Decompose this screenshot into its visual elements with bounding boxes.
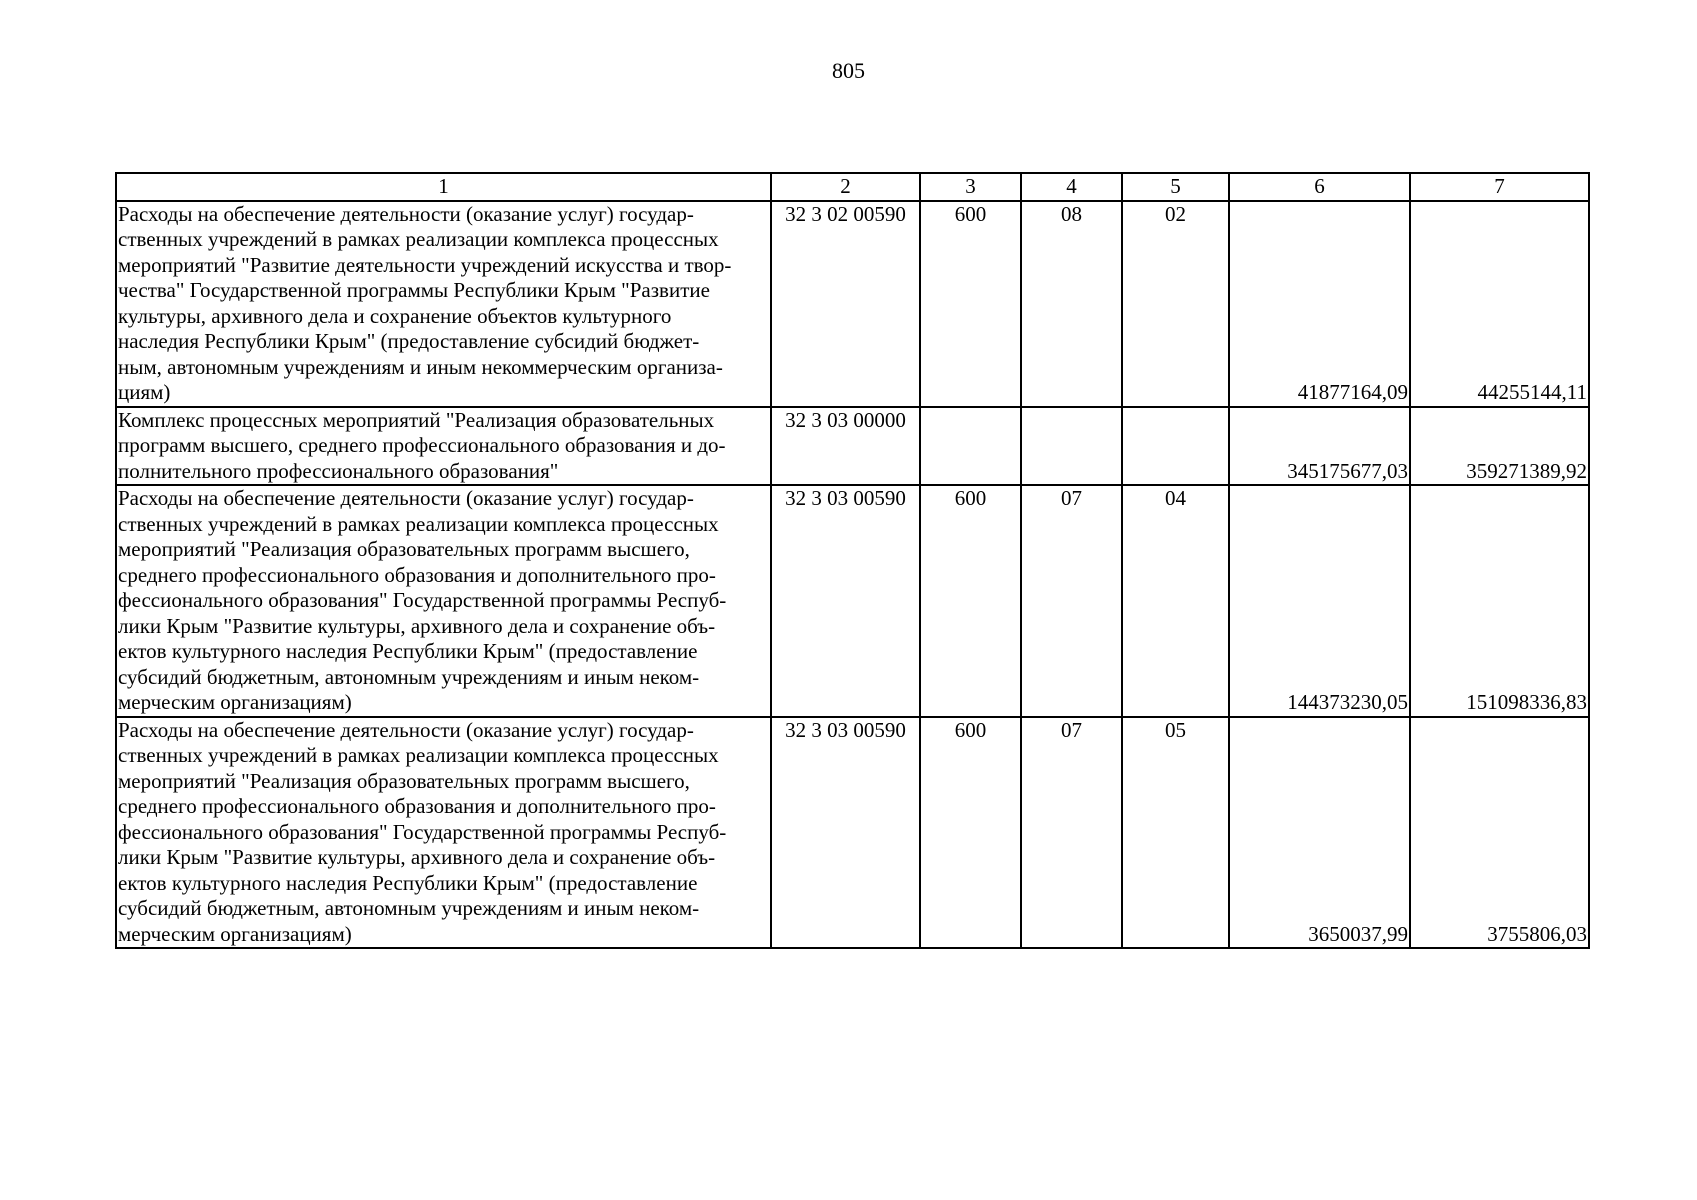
column-header: 4 xyxy=(1021,173,1122,201)
amount-col-7: 359271389,92 xyxy=(1410,407,1589,486)
description-line: культуры, архивного дела и сохранение объектов культурного xyxy=(118,303,672,328)
target-article-code: 32 3 02 00590 xyxy=(771,201,920,407)
description-line: мероприятий "Реализация образовательных программ высшего, xyxy=(118,537,690,561)
description-line: среднего профессионального образования и дополнительного про- xyxy=(118,794,716,818)
amount-col-6: 345175677,03 xyxy=(1229,407,1410,486)
expense-type-code xyxy=(920,407,1021,486)
section-code: 08 xyxy=(1021,201,1122,407)
description-line: ственных учреждений в рамках реализации комплекса процессных xyxy=(118,511,719,536)
description-line: мерческим организациям) xyxy=(118,690,352,714)
description-line: субсидий бюджетным, автономным учреждениям и иным неком- xyxy=(118,896,700,920)
amount-col-7: 3755806,03 xyxy=(1410,717,1589,949)
column-header: 1 xyxy=(116,173,771,201)
column-header: 6 xyxy=(1229,173,1410,201)
section-code: 07 xyxy=(1021,717,1122,949)
expense-type-code: 600 xyxy=(920,201,1021,407)
subsection-code: 05 xyxy=(1122,717,1229,949)
column-header: 7 xyxy=(1410,173,1589,201)
description-line: мероприятий "Реализация образовательных программ высшего, xyxy=(118,768,690,793)
subsection-code: 02 xyxy=(1122,201,1229,407)
table-row xyxy=(116,485,1589,717)
description-line: ственных учреждений в рамках реализации комплекса процессных xyxy=(118,743,719,767)
column-header: 2 xyxy=(771,173,920,201)
page-number: 805 xyxy=(832,58,865,83)
description-line: мерческим организациям) xyxy=(118,921,352,946)
description-line: полнительного профессионального образования" xyxy=(118,458,559,483)
amount-col-6: 41877164,09 xyxy=(1229,201,1410,407)
budget-table xyxy=(115,172,1590,949)
section-code: 07 xyxy=(1021,485,1122,717)
subsection-code xyxy=(1122,407,1229,486)
description-line: циям) xyxy=(118,380,171,404)
amount-col-7: 151098336,83 xyxy=(1410,485,1589,717)
description-line: ственных учреждений в рамках реализации комплекса процессных xyxy=(118,227,719,251)
description-line: Расходы на обеспечение деятельности (оказание услуг) государ- xyxy=(118,717,694,742)
expense-description xyxy=(116,485,771,717)
amount-col-7: 44255144,11 xyxy=(1410,201,1589,407)
description-line: фессионального образования" Государственной программы Респуб- xyxy=(118,588,727,612)
description-line: ным, автономным учреждениям и иным некоммерческим организа- xyxy=(118,354,723,379)
description-line: ектов культурного наследия Республики Крым" (предоставление xyxy=(118,870,698,895)
description-line: лики Крым "Развитие культуры, архивного дела и сохранение объ- xyxy=(118,613,716,638)
expense-description xyxy=(116,407,771,486)
table-row xyxy=(116,201,1589,407)
description-line: Расходы на обеспечение деятельности (оказание услуг) государ- xyxy=(118,486,694,510)
description-line: субсидий бюджетным, автономным учреждениям и иным неком- xyxy=(118,664,700,689)
section-code xyxy=(1021,407,1122,486)
target-article-code: 32 3 03 00000 xyxy=(771,407,920,486)
description-line: мероприятий "Развитие деятельности учреждений искусства и твор- xyxy=(118,252,732,277)
description-line: наследия Республики Крым" (предоставление субсидий бюджет- xyxy=(118,329,700,353)
expense-description xyxy=(116,201,771,407)
subsection-code: 04 xyxy=(1122,485,1229,717)
description-line: программ высшего, среднего профессионального образования и до- xyxy=(118,433,726,457)
column-header: 3 xyxy=(920,173,1021,201)
description-line: чества" Государственной программы Республики Крым "Развитие xyxy=(118,278,710,302)
amount-col-6: 144373230,05 xyxy=(1229,485,1410,717)
expense-description xyxy=(116,717,771,949)
target-article-code: 32 3 03 00590 xyxy=(771,717,920,949)
expense-type-code: 600 xyxy=(920,485,1021,717)
description-line: Комплекс процессных мероприятий "Реализация образовательных xyxy=(118,407,715,432)
amount-col-6: 3650037,99 xyxy=(1229,717,1410,949)
description-line: ектов культурного наследия Республики Крым" (предоставление xyxy=(118,639,698,663)
description-line: Расходы на обеспечение деятельности (оказание услуг) государ- xyxy=(118,201,694,226)
expense-type-code: 600 xyxy=(920,717,1021,949)
table-row xyxy=(116,717,1589,949)
table-row xyxy=(116,407,1589,486)
description-line: среднего профессионального образования и дополнительного про- xyxy=(118,562,716,587)
description-line: фессионального образования" Государственной программы Респуб- xyxy=(118,819,727,844)
target-article-code: 32 3 03 00590 xyxy=(771,485,920,717)
column-header: 5 xyxy=(1122,173,1229,201)
table-header-row xyxy=(116,173,1589,201)
description-line: лики Крым "Развитие культуры, архивного дела и сохранение объ- xyxy=(118,845,716,869)
